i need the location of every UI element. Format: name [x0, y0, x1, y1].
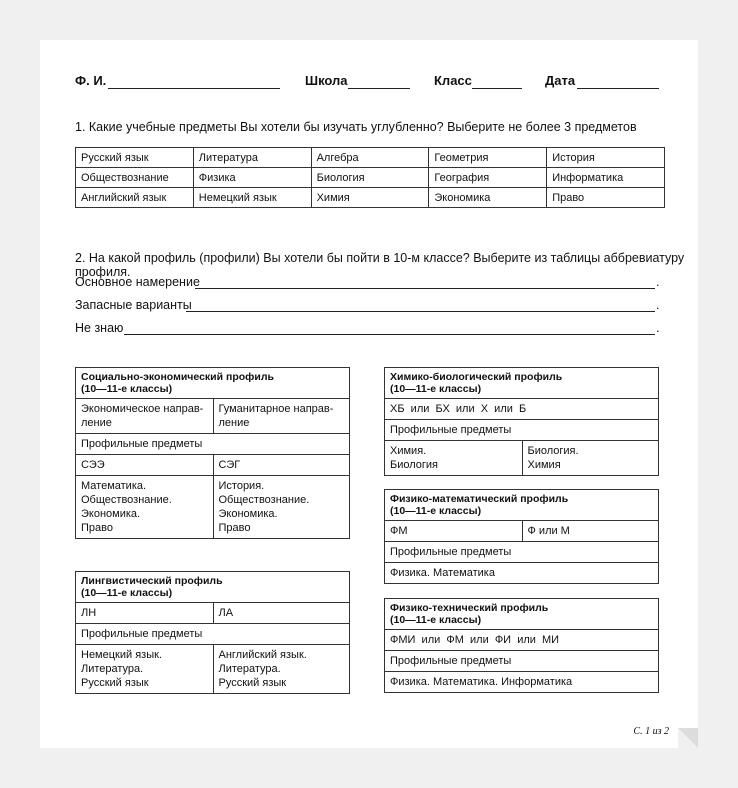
subject-cell[interactable]: Обществознание — [76, 168, 194, 188]
class-label: Класс — [434, 73, 472, 88]
form-page — [40, 40, 698, 748]
profile-title: Социально-экономический профиль (10—11-е классы) — [81, 371, 274, 395]
subject-cell[interactable]: Физика — [193, 168, 311, 188]
subjects-german: Немецкий язык. Литература. Русский язык — [81, 649, 162, 689]
profile-chem-bio — [384, 367, 659, 476]
subject-cell[interactable]: Немецкий язык — [193, 188, 311, 208]
unknown-field[interactable] — [124, 334, 655, 335]
fio-field[interactable] — [108, 88, 280, 89]
subject-cell[interactable]: Химия — [311, 188, 429, 208]
main-intent-field[interactable] — [195, 288, 655, 289]
subject-cell[interactable]: Экономика — [429, 188, 547, 208]
subjects-label: Профильные предметы — [81, 438, 203, 450]
subject-cell[interactable]: История — [547, 148, 665, 168]
subject-cell[interactable]: Английский язык — [76, 188, 194, 208]
main-intent-label: Основное намерение — [75, 275, 200, 289]
subject-cell[interactable]: Алгебра — [311, 148, 429, 168]
subjects-label: Профильные предметы — [390, 546, 512, 558]
profile-linguistic — [75, 571, 350, 694]
table-row — [76, 188, 665, 208]
code-seg: СЭГ — [213, 455, 350, 475]
subjects: Физика. Математика. Информатика — [390, 676, 573, 688]
date-label: Дата — [545, 73, 576, 88]
subjects-2: Биология. Химия — [522, 441, 659, 475]
subject-cell[interactable]: Информатика — [547, 168, 665, 188]
question-1: 1. Какие учебные предметы Вы хотели бы изучать углубленно? Выберите не более 3 предметов — [75, 120, 637, 134]
spare-options-field[interactable] — [186, 311, 655, 312]
subjects-label: Профильные предметы — [390, 424, 512, 436]
profile-phys-math — [384, 489, 659, 584]
code-see: СЭЭ — [81, 459, 105, 471]
code-ln: ЛН — [81, 607, 97, 619]
class-field[interactable] — [472, 88, 522, 89]
subject-cell[interactable]: Русский язык — [76, 148, 194, 168]
school-label: Школа — [305, 73, 348, 88]
subjects-economic: Математика. Обществознание. Экономика. Право — [81, 480, 172, 534]
subject-cell[interactable]: Биология — [311, 168, 429, 188]
subject-cell[interactable]: Право — [547, 188, 665, 208]
subject-cell[interactable]: География — [429, 168, 547, 188]
direction-economic: Экономическое направ- ление — [81, 403, 204, 429]
profile-title: Физико-технический профиль (10—11-е классы) — [390, 602, 549, 626]
page-curl — [678, 728, 698, 748]
subjects-label: Профильные предметы — [81, 628, 203, 640]
spare-options-dot: . — [656, 298, 660, 312]
codes: ФМИ или ФМ или ФИ или МИ — [390, 634, 560, 646]
profile-phys-tech — [384, 598, 659, 693]
table-row — [76, 148, 665, 168]
code-f-or-m: Ф или М — [522, 521, 659, 541]
fio-label: Ф. И. — [75, 73, 107, 88]
profile-title: Лингвистический профиль (10—11-е классы) — [81, 575, 223, 599]
subjects: Физика. Математика — [390, 567, 495, 579]
page-number: С. 1 из 2 — [633, 726, 669, 737]
table-row — [76, 168, 665, 188]
question-2: 2. На какой профиль (профили) Вы хотели бы пойти в 10-м классе? Выберите из таблицы аббревиатуру профиля. — [75, 251, 685, 279]
code-la: ЛА — [213, 603, 350, 623]
subjects-label: Профильные предметы — [390, 655, 512, 667]
subject-cell[interactable]: Геометрия — [429, 148, 547, 168]
profile-socio-economic — [75, 367, 350, 539]
codes: ХБ или БХ или Х или Б — [390, 403, 527, 415]
code-fm: ФМ — [390, 525, 408, 537]
subjects-english: Английский язык. Литература. Русский язык — [213, 645, 350, 693]
subjects-humanitarian: История. Обществознание. Экономика. Право — [213, 476, 350, 538]
unknown-label: Не знаю — [75, 321, 124, 335]
direction-humanitarian: Гуманитарное направ- ление — [213, 399, 350, 433]
profile-title: Химико-биологический профиль (10—11-е классы) — [390, 371, 563, 395]
date-field[interactable] — [577, 88, 659, 89]
subject-cell[interactable]: Литература — [193, 148, 311, 168]
subjects-table — [75, 147, 665, 208]
spare-options-label: Запасные варианты — [75, 298, 192, 312]
main-intent-dot: . — [656, 275, 660, 289]
school-field[interactable] — [348, 88, 410, 89]
subjects-1: Химия. Биология — [390, 445, 439, 471]
profile-title: Физико-математический профиль (10—11-е классы) — [390, 493, 569, 517]
unknown-dot: . — [656, 321, 660, 335]
